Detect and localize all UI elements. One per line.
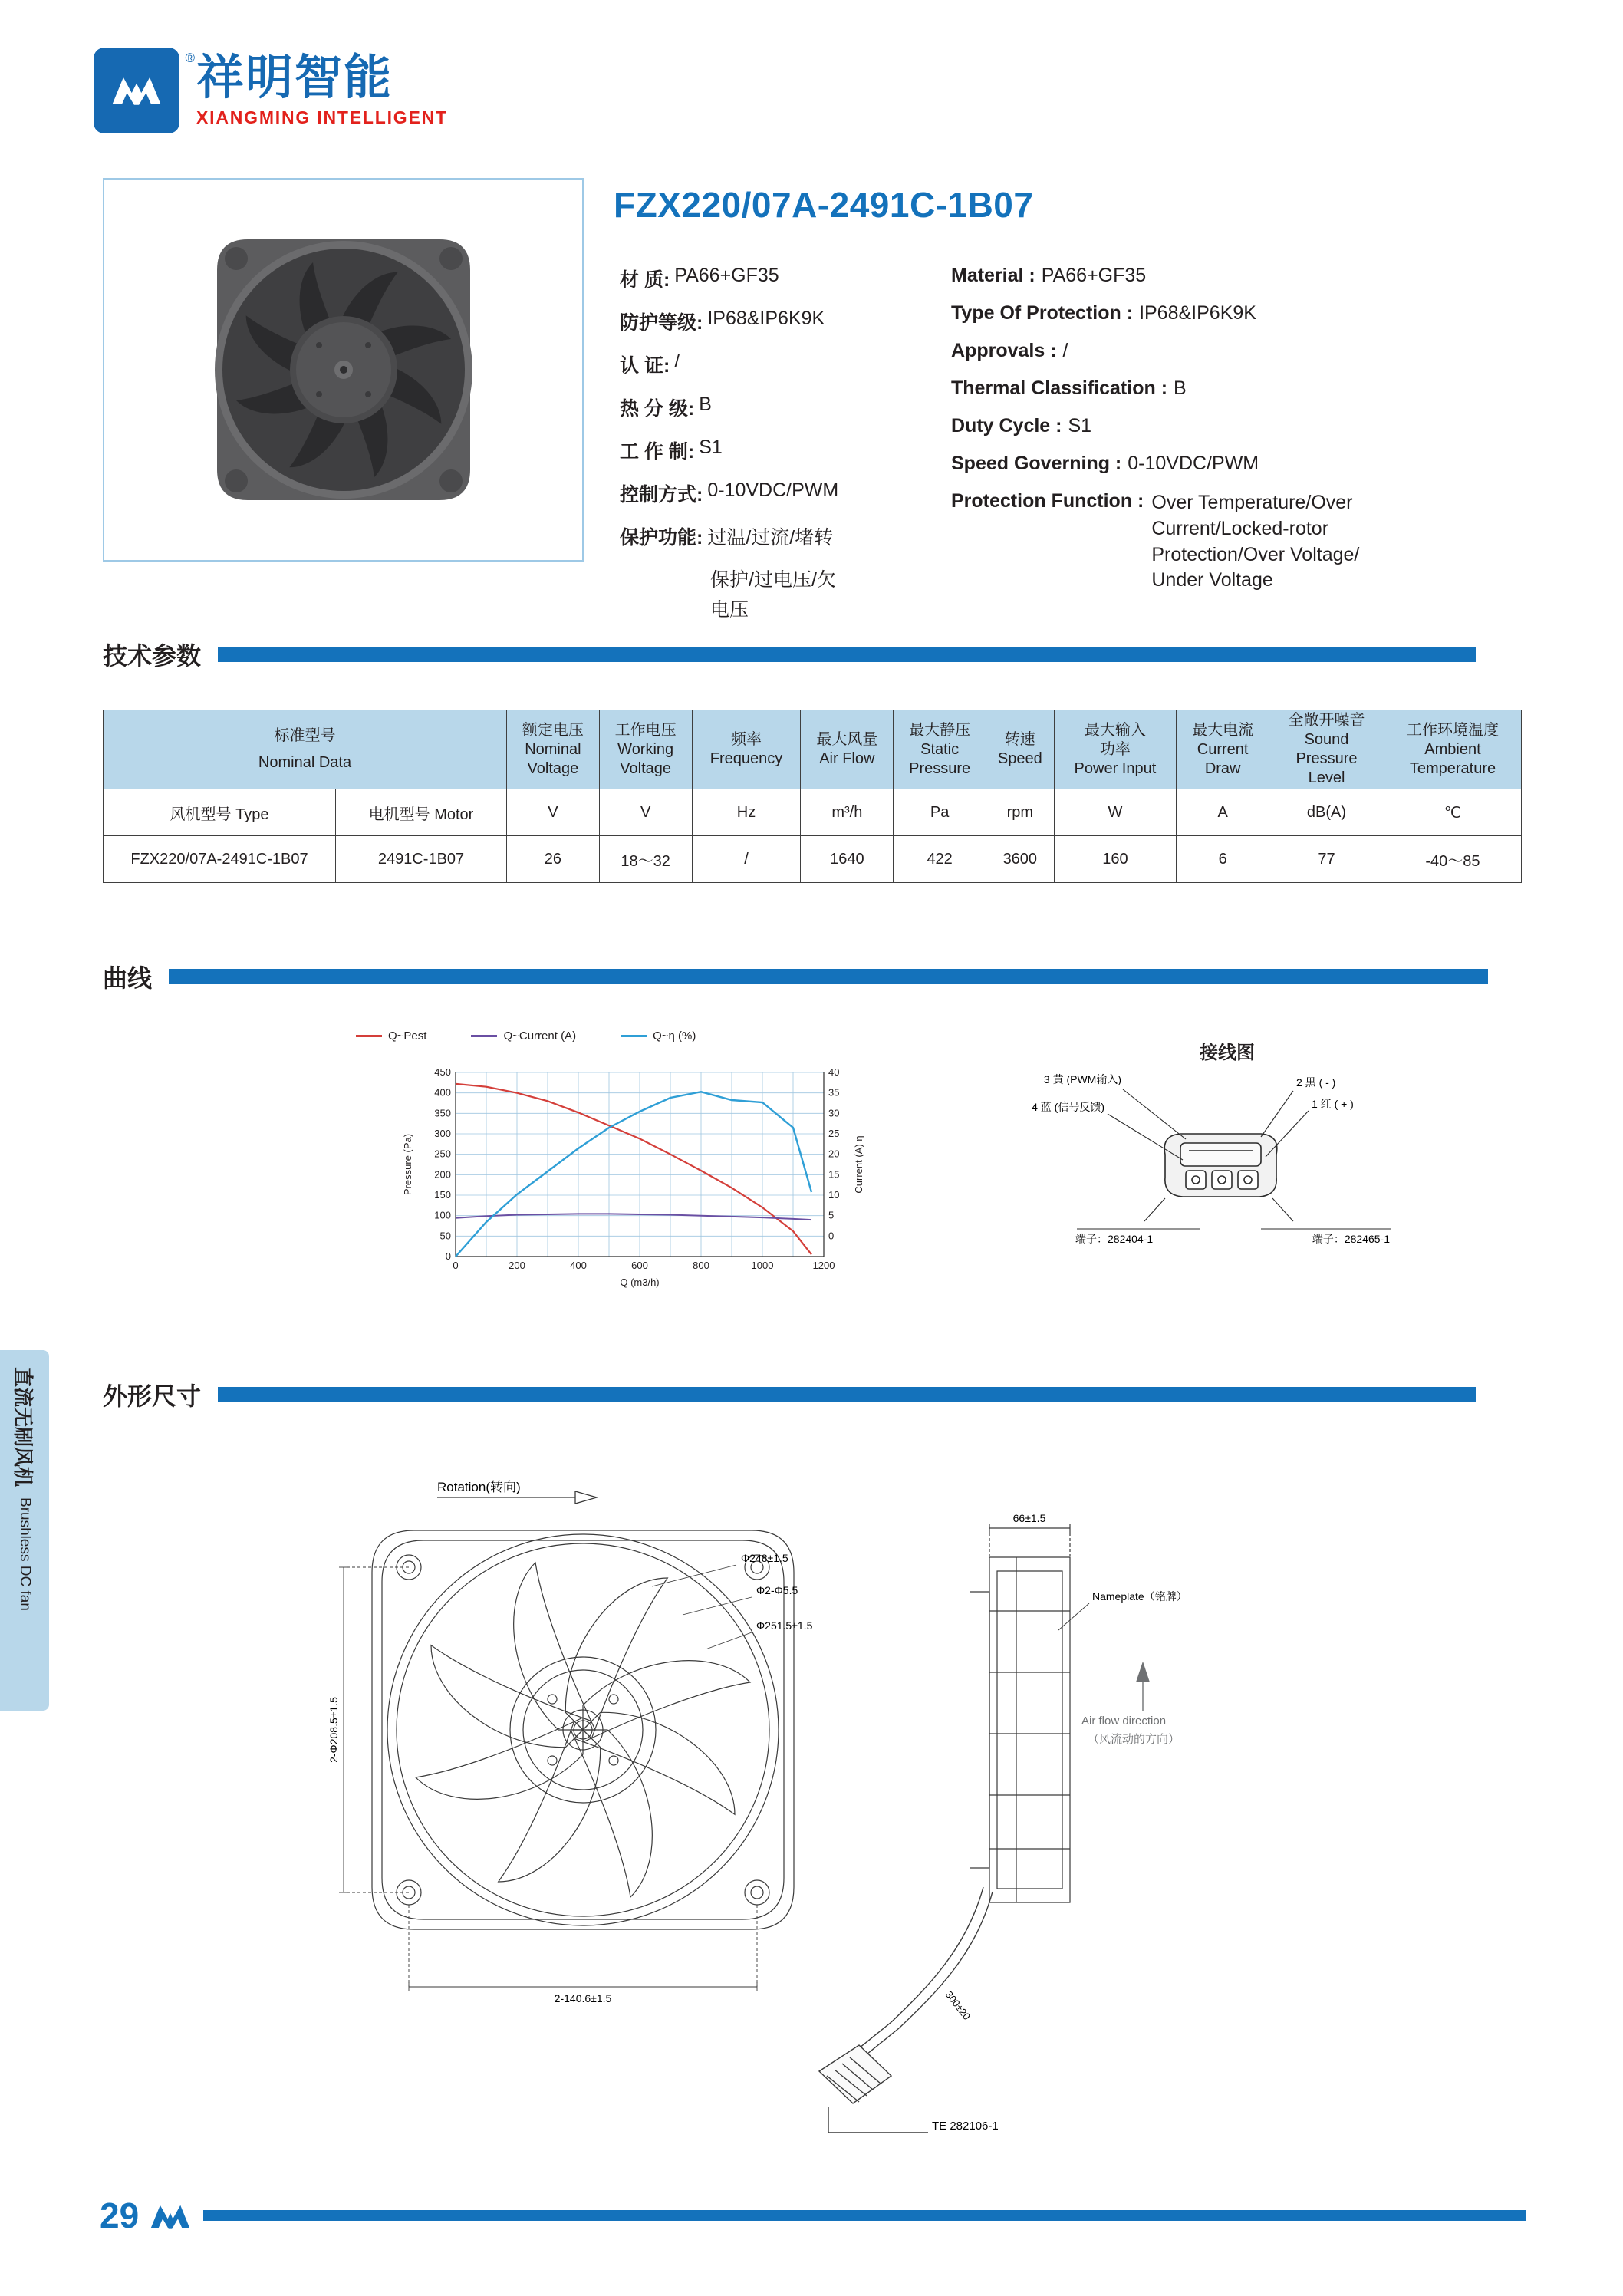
svg-text:35: 35: [828, 1086, 840, 1099]
cell-static-pressure: 422: [894, 836, 986, 883]
spec-row: [951, 377, 1503, 400]
svg-text:Current (A) η: Current (A) η: [853, 1135, 864, 1194]
th-speed: [986, 710, 1055, 789]
spec-value: /: [1062, 340, 1068, 361]
svg-text:0: 0: [828, 1230, 835, 1242]
legend-swatch: [356, 1035, 382, 1037]
unit-cell: m³/h: [801, 789, 894, 836]
wiring-label-3: 3 黄 (PWM输入): [1043, 1073, 1121, 1085]
spec-value: PA66+GF35: [1041, 265, 1147, 286]
dim-label-2515: Φ251.5±1.5: [756, 1619, 813, 1632]
cell-sound-pressure: 77: [1269, 836, 1384, 883]
th-cn: 最大输入: [1084, 721, 1146, 739]
page-footer: [100, 2195, 1526, 2236]
spec-row: [620, 394, 942, 421]
section-bar: [218, 647, 1476, 662]
th-en2: Pressure: [1295, 750, 1358, 767]
th-ambient-temperature: [1384, 710, 1521, 789]
side-tab-label-cn: 直流无刷风机: [12, 1367, 35, 1487]
spec-value: B: [1174, 377, 1187, 399]
unit-cell: Hz: [692, 789, 801, 836]
spec-label: Duty Cycle :: [951, 415, 1062, 436]
cell-frequency: /: [692, 836, 801, 883]
cell-air-flow: 1640: [801, 836, 894, 883]
spec-value: 过温/过流/堵转: [707, 527, 834, 548]
spec-label: Speed Governing :: [951, 453, 1122, 474]
th-nominal-voltage: [507, 710, 600, 789]
spec-table: [103, 710, 1522, 883]
th-air-flow: [801, 710, 894, 789]
th-en: Current: [1197, 740, 1249, 758]
product-title: FZX220/07A-2491C-1B07: [614, 185, 1034, 225]
spec-value: 0-10VDC/PWM: [707, 479, 839, 501]
axial-fan-photo: [163, 209, 524, 531]
dimension-drawing: [322, 1458, 1396, 2133]
th-en: Air Flow: [819, 750, 875, 767]
spec-label: Approvals :: [951, 340, 1057, 361]
th-cn2: 功率: [1099, 740, 1131, 758]
airflow-label-cn: （风流动的方向）: [1088, 1733, 1180, 1746]
dim-label-66: 66±1.5: [1012, 1512, 1046, 1524]
performance-chart: [394, 1057, 885, 1295]
spec-row: [951, 265, 1503, 287]
brand-name-en: XIANGMING INTELLIGENT: [196, 107, 448, 128]
side-tab-label-en: Brushless DC fan: [17, 1497, 33, 1611]
unit-cell: W: [1054, 789, 1177, 836]
svg-text:300: 300: [434, 1128, 451, 1139]
svg-text:0: 0: [453, 1260, 459, 1271]
dimension-svg: [322, 1458, 1396, 2133]
unit-cell: ℃: [1384, 789, 1521, 836]
spec-row: [620, 436, 942, 464]
nameplate-label: Nameplate（铭牌）: [1092, 1590, 1187, 1603]
svg-text:400: 400: [570, 1260, 587, 1271]
th-working-voltage: [599, 710, 692, 789]
spec-row: [951, 302, 1503, 324]
spec-protection-cn-line2: 保护/过电压/欠: [710, 569, 836, 591]
svg-text:10: 10: [828, 1189, 840, 1201]
spec-label: 认 证:: [620, 355, 670, 377]
th-en3: Level: [1308, 769, 1345, 786]
spec-row: [620, 265, 942, 292]
svg-text:200: 200: [434, 1168, 451, 1181]
spec-value: S1: [699, 436, 723, 458]
spec-label: Thermal Classification :: [951, 377, 1168, 399]
wiring-label-1: 1 红 ( + ): [1312, 1098, 1354, 1110]
cell-current-draw: 6: [1177, 836, 1269, 883]
svg-text:250: 250: [434, 1148, 451, 1160]
svg-text:800: 800: [693, 1260, 709, 1271]
page-number: 29: [100, 2196, 140, 2235]
spec-list-cn: [620, 265, 942, 625]
protection-line: Under Voltage: [1151, 569, 1273, 591]
spec-row: [951, 453, 1503, 475]
th-en: Speed: [997, 750, 1042, 767]
spec-row: [620, 522, 942, 550]
section-title: 曲线: [103, 964, 153, 992]
spec-value: S1: [1068, 415, 1092, 436]
spec-label: Type Of Protection :: [951, 302, 1134, 324]
side-tab: [0, 1350, 49, 1711]
th-en: Working: [617, 740, 674, 758]
cell-speed: 3600: [986, 836, 1055, 883]
unit-cell: 电机型号 Motor: [336, 789, 507, 836]
spec-label: Material :: [951, 265, 1035, 286]
th-cn: 转速: [1004, 731, 1035, 748]
spec-value: B: [699, 394, 712, 415]
dim-label-2phi55: Φ2-Φ5.5: [756, 1584, 798, 1596]
chart-legend: [356, 1029, 696, 1043]
cell-working-voltage: 18～32: [599, 836, 692, 883]
spec-value: /: [674, 351, 680, 372]
section-title: 外形尺寸: [103, 1382, 202, 1410]
spec-label: 保护功能:: [620, 527, 703, 548]
svg-text:0: 0: [445, 1250, 451, 1262]
wiring-terminal-right: 端子：282465-1: [1312, 1233, 1390, 1245]
th-en2: Voltage: [620, 759, 672, 777]
wiring-terminal-left: 端子：282404-1: [1075, 1233, 1154, 1245]
svg-text:1200: 1200: [812, 1260, 835, 1271]
cell-nominal-voltage: 26: [507, 836, 600, 883]
svg-text:450: 450: [434, 1066, 451, 1078]
cell-motor: 2491C-1B07: [336, 836, 507, 883]
unit-cell: V: [599, 789, 692, 836]
th-current-draw: [1177, 710, 1269, 789]
th-nominal-data: [104, 710, 507, 789]
spec-value: IP68&IP6K9K: [707, 308, 825, 329]
spec-value: IP68&IP6K9K: [1139, 302, 1256, 324]
svg-text:25: 25: [828, 1128, 840, 1139]
spec-label: 材 质:: [620, 269, 670, 291]
svg-text:20: 20: [828, 1148, 840, 1160]
legend-swatch: [621, 1035, 647, 1037]
cell-type: FZX220/07A-2491C-1B07: [104, 836, 336, 883]
spec-row: [951, 340, 1503, 362]
legend-label: Q~Pest: [388, 1029, 427, 1043]
dim-label-1406: 2-140.6±1.5: [554, 1992, 612, 2004]
th-en: Static: [920, 740, 960, 758]
dim-label-248: Φ248±1.5: [741, 1552, 788, 1564]
wiring-title: 接线图: [1200, 1043, 1255, 1063]
th-static-pressure: [894, 710, 986, 789]
section-bar: [218, 1387, 1476, 1402]
legend-swatch: [471, 1035, 497, 1037]
spec-list-en: [951, 265, 1503, 609]
spec-row-protection: [951, 490, 1503, 594]
unit-cell: V: [507, 789, 600, 836]
unit-cell: A: [1177, 789, 1269, 836]
spec-row: [620, 479, 942, 507]
svg-text:5: 5: [828, 1209, 835, 1221]
airflow-label-en: Air flow direction: [1081, 1715, 1167, 1728]
product-image-box: [103, 178, 584, 562]
section-tech-params: [103, 637, 1522, 672]
svg-text:150: 150: [434, 1189, 451, 1201]
th-en: Sound: [1304, 731, 1349, 748]
xm-monogram-icon: [94, 48, 195, 133]
unit-cell: rpm: [986, 789, 1055, 836]
legend-item: [621, 1029, 696, 1043]
th-sound-pressure: [1269, 710, 1384, 789]
th-cn: 最大电流: [1192, 721, 1254, 739]
th-cn: 最大风量: [816, 731, 878, 748]
th-en: Power Input: [1074, 759, 1157, 777]
spec-value: 0-10VDC/PWM: [1128, 453, 1259, 474]
curve-area: [103, 1020, 1522, 1312]
svg-text:50: 50: [439, 1230, 451, 1242]
registered-mark: ®: [185, 51, 195, 65]
section-bar: [169, 969, 1488, 984]
th-en: Frequency: [709, 750, 783, 767]
spec-label: 防护等级:: [620, 312, 703, 334]
dim-label-2085: 2-Φ208.5±1.5: [328, 1697, 340, 1763]
dim-label-300: 300±20: [943, 1988, 973, 2022]
th-cn: 全敞开噪音: [1288, 712, 1365, 729]
spec-value: [1151, 490, 1359, 594]
svg-text:600: 600: [631, 1260, 648, 1271]
spec-label: 热 分 级:: [620, 398, 695, 420]
svg-text:400: 400: [434, 1086, 451, 1099]
svg-text:1000: 1000: [751, 1260, 774, 1271]
th-en: Nominal: [525, 740, 581, 758]
wiring-diagram: [1008, 1020, 1483, 1296]
th-cn: 标准型号: [274, 727, 336, 744]
spec-label: 控制方式:: [620, 484, 703, 506]
spec-row: [620, 308, 942, 335]
legend-item: [471, 1029, 576, 1043]
connector-label: TE 282106-1: [932, 2120, 999, 2133]
svg-text:Pressure (Pa): Pressure (Pa): [402, 1133, 413, 1196]
protection-line: Over Temperature/Over: [1151, 492, 1353, 513]
th-frequency: [692, 710, 801, 789]
svg-text:30: 30: [828, 1107, 840, 1119]
th-cn: 频率: [731, 731, 762, 748]
table-unit-row: [104, 789, 1522, 836]
legend-label: Q~η (%): [653, 1029, 696, 1043]
th-power-input: [1054, 710, 1177, 789]
svg-text:350: 350: [434, 1107, 451, 1119]
svg-text:100: 100: [434, 1209, 451, 1221]
section-title: 技术参数: [103, 642, 202, 670]
th-cn: 工作环境温度: [1406, 721, 1499, 739]
spec-label: 工 作 制:: [620, 441, 695, 463]
legend-label: Q~Current (A): [503, 1029, 577, 1043]
svg-text:Q (m3/h): Q (m3/h): [620, 1276, 660, 1288]
svg-text:15: 15: [828, 1168, 840, 1181]
cell-ambient-temperature: -40～85: [1384, 836, 1521, 883]
spec-label: Protection Function :: [951, 490, 1144, 512]
brand-name-cn: 祥明智能: [196, 51, 393, 104]
wiring-label-4: 4 蓝 (信号反馈): [1032, 1101, 1104, 1113]
th-en: Ambient: [1424, 740, 1481, 758]
svg-text:40: 40: [828, 1066, 840, 1078]
section-dimension: [103, 1377, 1522, 1412]
rotation-label: Rotation(转向): [437, 1480, 521, 1494]
spec-value: PA66+GF35: [674, 265, 779, 286]
th-cn: 额定电压: [522, 721, 584, 739]
th-cn: 最大静压: [909, 721, 971, 739]
svg-text:200: 200: [509, 1260, 525, 1271]
xm-monogram-icon: [148, 2199, 193, 2232]
unit-cell: 风机型号 Type: [104, 789, 336, 836]
section-curve: [103, 959, 1522, 994]
cell-power-input: 160: [1054, 836, 1177, 883]
table-row: [104, 836, 1522, 883]
wiring-label-2: 2 黑 ( - ): [1296, 1076, 1336, 1089]
footer-bar: [203, 2210, 1526, 2221]
th-en: Nominal Data: [258, 754, 352, 771]
th-en2: Temperature: [1409, 759, 1496, 777]
unit-cell: Pa: [894, 789, 986, 836]
protection-line: Current/Locked-rotor: [1151, 517, 1329, 539]
spec-protection-cn-line3: 电压: [710, 598, 749, 621]
th-en2: Draw: [1204, 759, 1241, 777]
th-cn: 工作电压: [614, 721, 677, 739]
th-en2: Voltage: [527, 759, 579, 777]
protection-line: Protection/Over Voltage/: [1151, 543, 1360, 565]
spec-row: [620, 351, 942, 378]
brand-logo: [94, 48, 448, 133]
th-en2: Pressure: [909, 759, 971, 777]
spec-row: [951, 415, 1503, 437]
unit-cell: dB(A): [1269, 789, 1384, 836]
legend-item: [356, 1029, 426, 1043]
table-header-row: [104, 710, 1522, 789]
